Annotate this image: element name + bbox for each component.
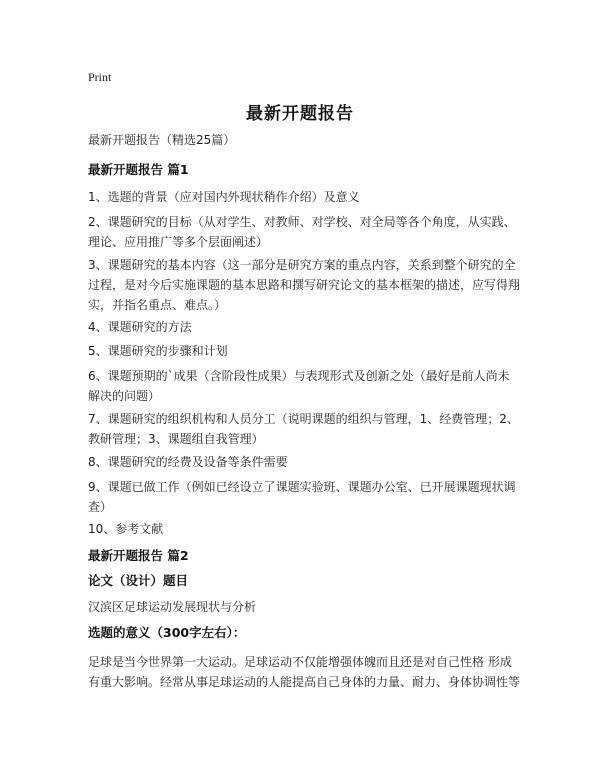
section-1-item: 2、课题研究的目标（从对学生、对教师、对学校、对全局等各个角度，从实践、理论、应用推广等多个层面阐述） — [88, 215, 516, 249]
section-1-item: 7、课题研究的组织机构和人员分工（说明课题的组织与管理，1、经费管理；2、教研管理；3、课题组自我管理） — [88, 412, 519, 446]
section-1-item: 5、课题研究的步骤和计划 — [88, 344, 228, 358]
section-1-item: 3、课题研究的基本内容（这一部分是研究方案的重点内容，关系到整个研究的全过程，是对今后实施课题的基本思路和撰写研究论文的基本框架的描述，应写得翔实，并指名重点、难点。） — [88, 258, 521, 312]
section-2-body: 足球是当今世界第一大运动。足球运动不仅能增强体魄而且还是对自己性格 形成有重大影响。经常从事足球运动的人能提高自己身体的力量、耐力、身体协调性等 — [88, 655, 521, 689]
document-title: 最新开题报告 — [246, 104, 354, 124]
print-label[interactable]: Print — [88, 70, 112, 84]
section-1-item: 8、课题研究的经费及设备等条件需要 — [88, 455, 288, 469]
section-1-heading: 最新开题报告 篇1 — [88, 162, 189, 177]
section-1-item: 10、参考文献 — [88, 522, 164, 536]
section-1-item: 6、课题预期的`成果（含阶段性成果）与表现形式及创新之处（最好是前人尚未解决的问题） — [88, 369, 510, 403]
section-2-significance-heading: 选题的意义（300字左右）： — [88, 625, 246, 640]
section-2-topic: 汉滨区足球运动发展现状与分析 — [88, 600, 257, 614]
section-1-item: 4、课题研究的方法 — [88, 320, 192, 334]
section-2-heading: 最新开题报告 篇2 — [88, 548, 189, 563]
intro-line: 最新开题报告（精选25篇） — [88, 133, 236, 147]
section-1-item: 9、课题已做工作（例如已经设立了课题实验班、课题办公室、已开展课题现状调查） — [88, 480, 516, 514]
section-2-subheading: 论文（设计）题目 — [88, 573, 189, 588]
section-1-item: 1、选题的背景（应对国内外现状稍作介绍）及意义 — [88, 190, 360, 204]
